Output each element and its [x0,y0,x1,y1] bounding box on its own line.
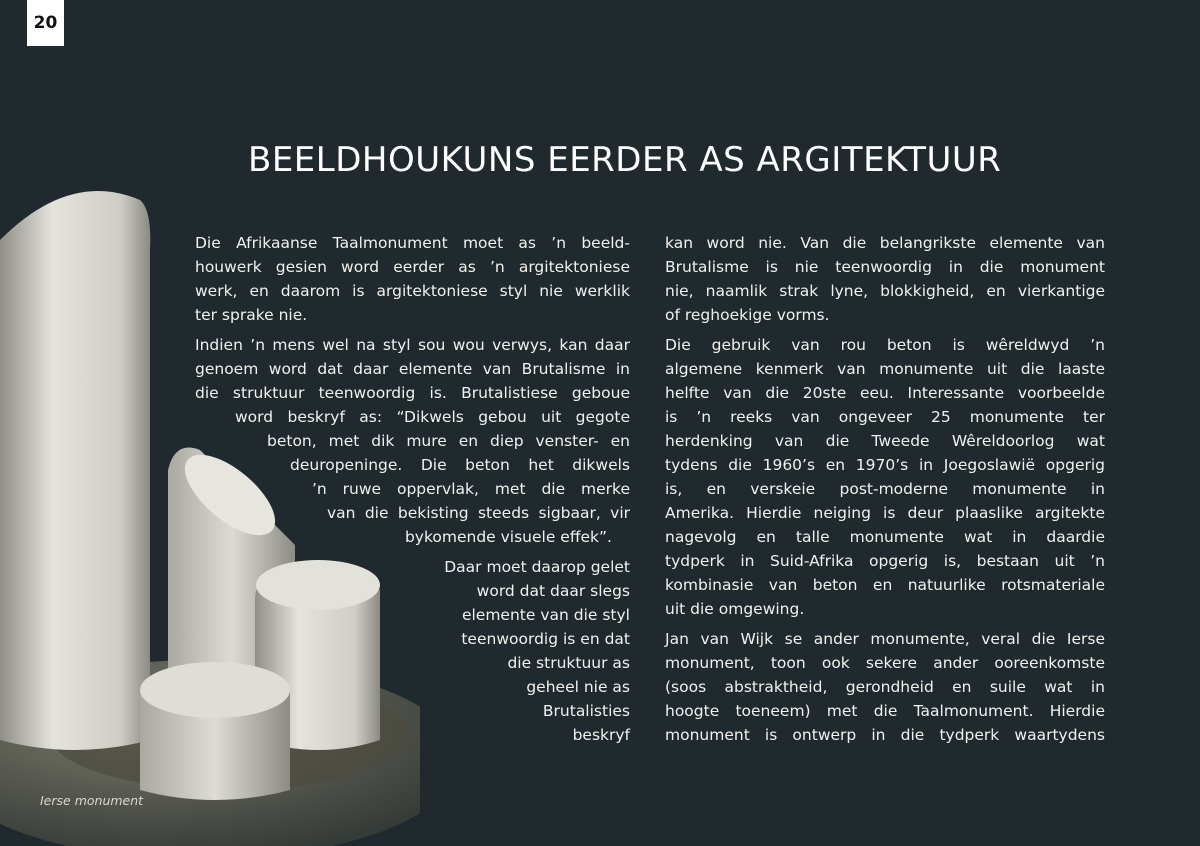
page-title: BEELDHOUKUNS EERDER AS ARGITEKTUUR [248,140,1002,180]
text-line: herdenking van die Tweede Wêreldoorlog wat [665,432,1105,450]
text-line: werk, en daarom is argitektoniese styl nie werklik [195,282,630,300]
text-line: genoem word dat daar elemente van Brutalisme in [195,360,630,378]
text-line: Brutalisme is nie teenwoordig in die monument [665,258,1105,276]
text-line: deuropeninge. Die beton het dikwels [290,456,630,474]
text-line: hoogte toeneem) met die Taalmonument. Hierdie [665,702,1105,720]
text-line: houwerk gesien word eerder as ’n argitektoniese [195,258,630,276]
text-line: tydens die 1960’s en 1970’s in Joegoslawië opgerig [665,456,1105,474]
text-line: elemente van die styl [461,606,630,624]
text-line: Amerika. Hierdie neiging is deur plaaslike argitekte [665,504,1105,522]
right-column [665,231,1105,747]
text-line: monument, toon ook sekere ander ooreenkomste [665,654,1105,672]
text-line: is, en verskeie post-moderne monumente in [665,480,1105,498]
text-line: (soos abstraktheid, gerondheid en suile wat in [665,678,1105,696]
text-line: beton, met dik mure en diep venster- en [267,432,630,450]
text-line: of reghoekige vorms. [665,306,830,324]
text-line: geheel nie as [526,678,630,696]
text-line: word beskryf as: “Dikwels gebou uit gegote [235,408,630,426]
text-line: word dat daar slegs [476,582,630,600]
text-line: nagevolg en talle monumente wat in daardie [665,528,1105,546]
text-line: kan word nie. Van die belangrikste elemente van [665,234,1105,252]
left-column [195,231,630,747]
text-line: Jan van Wijk se ander monumente, veral die Ierse [665,630,1105,648]
text-line: teenwoordig is en dat [461,630,630,648]
text-line: Daar moet daarop gelet [444,558,630,576]
photo-caption: Ierse monument [40,793,144,808]
text-line: Die gebruik van rou beton is wêreldwyd ’n [665,336,1105,354]
text-line: ter sprake nie. [195,306,308,324]
text-line: ’n ruwe oppervlak, met die merke [312,480,630,498]
text-line: algemene kenmerk van monumente uit die laaste [665,360,1105,378]
text-line: nie, naamlik strak lyne, blokkigheid, en vierkantige [665,282,1105,300]
text-line: kombinasie van beton en natuurlike rotsmateriale [665,576,1105,594]
text-line: die struktuur as [507,654,630,672]
text-line: monument is ontwerp in die tydperk waartydens [665,726,1105,744]
text-line: uit die omgewing. [665,600,805,618]
text-line: is ’n reeks van ongeveer 25 monumente ter [665,408,1105,426]
text-line: bykomende visuele effek”. [404,528,612,546]
text-line: helfte van die 20ste eeu. Interessante voorbeelde [665,384,1105,402]
text-line: van die bekisting steeds sigbaar, vir [327,504,630,522]
text-line: Indien ’n mens wel na styl sou wou verwys, kan daar [195,336,630,354]
page-number: 20 [27,0,64,46]
text-line: Die Afrikaanse Taalmonument moet as ’n beeld- [195,234,630,252]
text-line: beskryf [572,726,630,744]
text-line: die struktuur teenwoordig is. Brutalistiese geboue [195,384,630,402]
text-line: tydperk in Suid-Afrika opgerig is, bestaan uit ’n [665,552,1105,570]
text-line: Brutalisties [542,702,630,720]
